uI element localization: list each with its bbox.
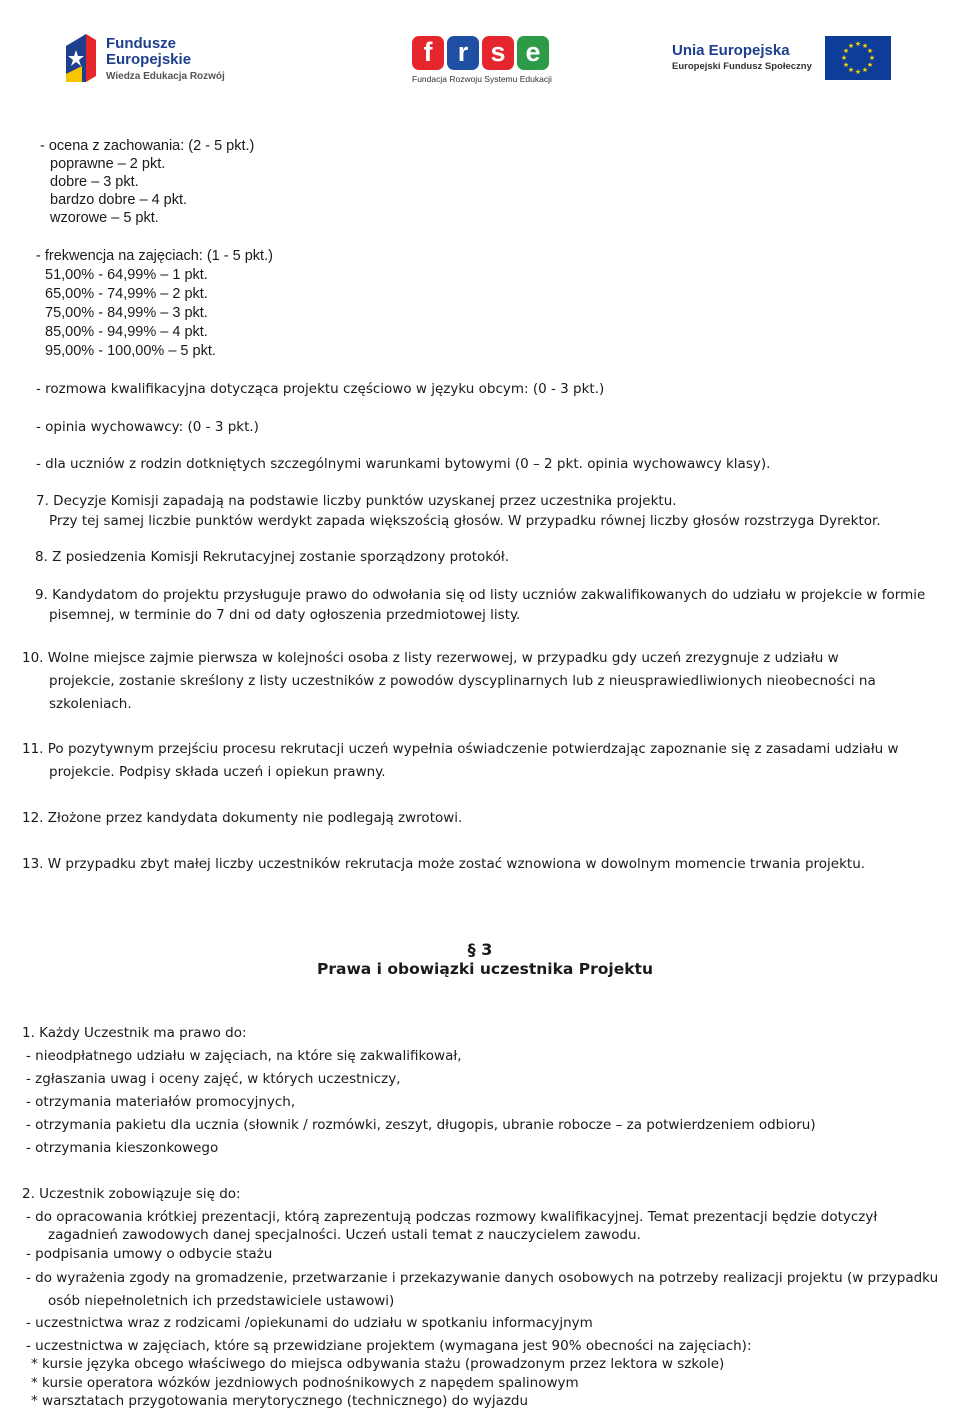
attendance-item: 51,00% - 64,99% – 1 pkt. xyxy=(45,267,208,283)
unia-europejska-logo xyxy=(672,36,892,82)
svg-text:★: ★ xyxy=(861,66,869,74)
course-item: * kursie operatora wózków jezdniowych podnośnikowych z napędem spalinowym xyxy=(31,1375,579,1391)
rights-item: - otrzymania materiałów promocyjnych, xyxy=(26,1094,296,1110)
rights-item: - zgłaszania uwag i oceny zajęć, w których uczestniczy, xyxy=(26,1071,401,1087)
point-9-line2: pisemnej, w terminie do 7 dni od daty ogłoszenia przedmiotowej listy. xyxy=(49,607,521,623)
duty-data-consent-line2: osób niepełnoletnich ich przedstawiciele ustawowi) xyxy=(48,1293,395,1309)
svg-text:★: ★ xyxy=(854,68,862,76)
svg-text:★: ★ xyxy=(854,40,862,48)
attendance-item: 85,00% - 94,99% – 4 pkt. xyxy=(45,324,208,340)
svg-text:★: ★ xyxy=(842,47,850,55)
criterion-interview: - rozmowa kwalifikacyjna dotycząca projektu częściowo w języku obcym: (0 - 3 pkt.) xyxy=(36,381,605,397)
point-13: 13. W przypadku zbyt małej liczby uczestników rekrutacja może zostać wznowiona w dowolnym momencie trwania projektu. xyxy=(22,856,866,872)
point-7-line2: Przy tej samej liczbie punktów werdykt zapada większością głosów. W przypadku równej liczby głosów rozstrzyga Dyrektor. xyxy=(49,513,881,529)
svg-text:★: ★ xyxy=(842,61,850,69)
point-10-line2: projekcie, zostanie skreślony z listy uczestników z powodów dyscyplinarnych lub z nieusprawiedliwionych nieobecności na xyxy=(49,673,876,689)
duty-presentation-line1: - do opracowania krótkiej prezentacji, którą zaprezentują podczas rozmowy kwalifikacyjnej. Temat prezentacji będzie dotyczył xyxy=(26,1209,878,1225)
point-11-line2: projekcie. Podpisy składa uczeń i opiekun prawny. xyxy=(49,764,386,780)
rights-item: - otrzymania kieszonkowego xyxy=(26,1140,219,1156)
conduct-item: wzorowe – 5 pkt. xyxy=(50,210,159,226)
point-9-line1: 9. Kandydatom do projektu przysługuje prawo do odwołania się od listy uczniów zakwalifikowanych do udziału w projekcie w formie xyxy=(35,587,926,603)
fe-star-icon xyxy=(62,30,100,86)
frse-letter-s: s xyxy=(482,36,514,70)
fundusze-europejskie-logo xyxy=(62,30,242,88)
frse-logo xyxy=(412,36,562,88)
ue-title: Unia Europejska xyxy=(672,42,790,59)
criterion-teacher-opinion: - opinia wychowawcy: (0 - 3 pkt.) xyxy=(36,419,259,435)
attendance-heading: - frekwencja na zajęciach: (1 - 5 pkt.) xyxy=(36,248,273,264)
point-10-line3: szkoleniach. xyxy=(49,696,132,712)
point-7-line1: 7. Decyzje Komisji zapadają na podstawie liczby punktów uzyskanej przez uczestnika projektu. xyxy=(36,493,677,509)
duty-data-consent-line1: - do wyrażenia zgody na gromadzenie, przetwarzanie i przekazywanie danych osobowych na potrzeby realizacji projektu (w przypadku xyxy=(26,1270,939,1286)
fe-title-line2: Europejskie xyxy=(106,51,192,68)
conduct-item: poprawne – 2 pkt. xyxy=(50,156,166,172)
fe-title-line1: Fundusze xyxy=(106,35,176,52)
svg-text:★: ★ xyxy=(840,54,848,62)
fe-program-name: Wiedza Edukacja Rozwój xyxy=(106,71,225,82)
ue-fund-name: Europejski Fundusz Społeczny xyxy=(672,61,812,72)
frse-letter-r: r xyxy=(447,36,479,70)
course-item: * kursie języka obcego właściwego do miejsca odbywania stażu (prowadzonym przez lektora w szkole) xyxy=(31,1356,725,1372)
svg-text:★: ★ xyxy=(866,61,874,69)
svg-text:★: ★ xyxy=(847,42,855,50)
conduct-heading: - ocena z zachowania: (2 - 5 pkt.) xyxy=(40,138,255,154)
point-8: 8. Z posiedzenia Komisji Rekrutacyjnej zostanie sporządzony protokół. xyxy=(35,549,509,565)
duty-attendance: - uczestnictwa w zajęciach, które są przewidziane projektem (wymagana jest 90% obecności na zajęciach): xyxy=(26,1338,752,1354)
duty-presentation-line2: zagadnień zawodowych danej specjalności. Uczeń ustali temat z nauczycielem zawodu. xyxy=(48,1227,641,1243)
svg-text:★: ★ xyxy=(868,54,876,62)
course-item: * warsztatach przygotowania merytorycznego (technicznego) do wyjazdu xyxy=(31,1393,529,1409)
duty-info-meeting: - uczestnictwa wraz z rodzicami /opiekunami do udziału w spotkaniu informacyjnym xyxy=(26,1315,593,1331)
frse-letter-f: f xyxy=(412,36,444,70)
duty-contract: - podpisania umowy o odbycie stażu xyxy=(26,1246,273,1262)
duties-heading: 2. Uczestnik zobowiązuje się do: xyxy=(22,1186,241,1202)
conduct-item: bardzo dobre – 4 pkt. xyxy=(50,192,188,208)
point-11-line1: 11. Po pozytywnym przejściu procesu rekrutacji uczeń wypełnia oświadczenie potwierdzając zapoznanie się z zasadami udziału w xyxy=(22,741,899,757)
conduct-item: dobre – 3 pkt. xyxy=(50,174,139,190)
attendance-item: 75,00% - 84,99% – 3 pkt. xyxy=(45,305,208,321)
rights-item: - otrzymania pakietu dla ucznia (słownik / rozmówki, zeszyt, długopis, ubranie robocze – za potwierdzeniem odbioru) xyxy=(26,1117,816,1133)
section-sign: § 3 xyxy=(467,940,493,959)
page-header xyxy=(0,0,960,110)
attendance-item: 95,00% - 100,00% – 5 pkt. xyxy=(45,343,216,359)
rights-heading: 1. Każdy Uczestnik ma prawo do: xyxy=(22,1025,247,1041)
frse-letter-e: e xyxy=(517,36,549,70)
point-12: 12. Złożone przez kandydata dokumenty nie podlegają zwrotowi. xyxy=(22,810,463,826)
svg-text:★: ★ xyxy=(866,47,874,55)
svg-text:★: ★ xyxy=(847,66,855,74)
rights-item: - nieodpłatnego udziału w zajęciach, na które się zakwalifikował, xyxy=(26,1048,462,1064)
point-10-line1: 10. Wolne miejsce zajmie pierwsza w kolejności osoba z listy rezerwowej, w przypadku gdy uczeń zrezygnuje z udziału w xyxy=(22,650,839,666)
frse-subtitle: Fundacja Rozwoju Systemu Edukacji xyxy=(412,74,552,84)
criterion-families: - dla uczniów z rodzin dotkniętych szczególnymi warunkami bytowymi (0 – 2 pkt. opinia wychowawcy klasy). xyxy=(36,456,771,472)
section-title: Prawa i obowiązki uczestnika Projektu xyxy=(316,960,653,978)
eu-flag-icon xyxy=(825,36,891,80)
attendance-item: 65,00% - 74,99% – 2 pkt. xyxy=(45,286,208,302)
svg-text:★: ★ xyxy=(861,42,869,50)
